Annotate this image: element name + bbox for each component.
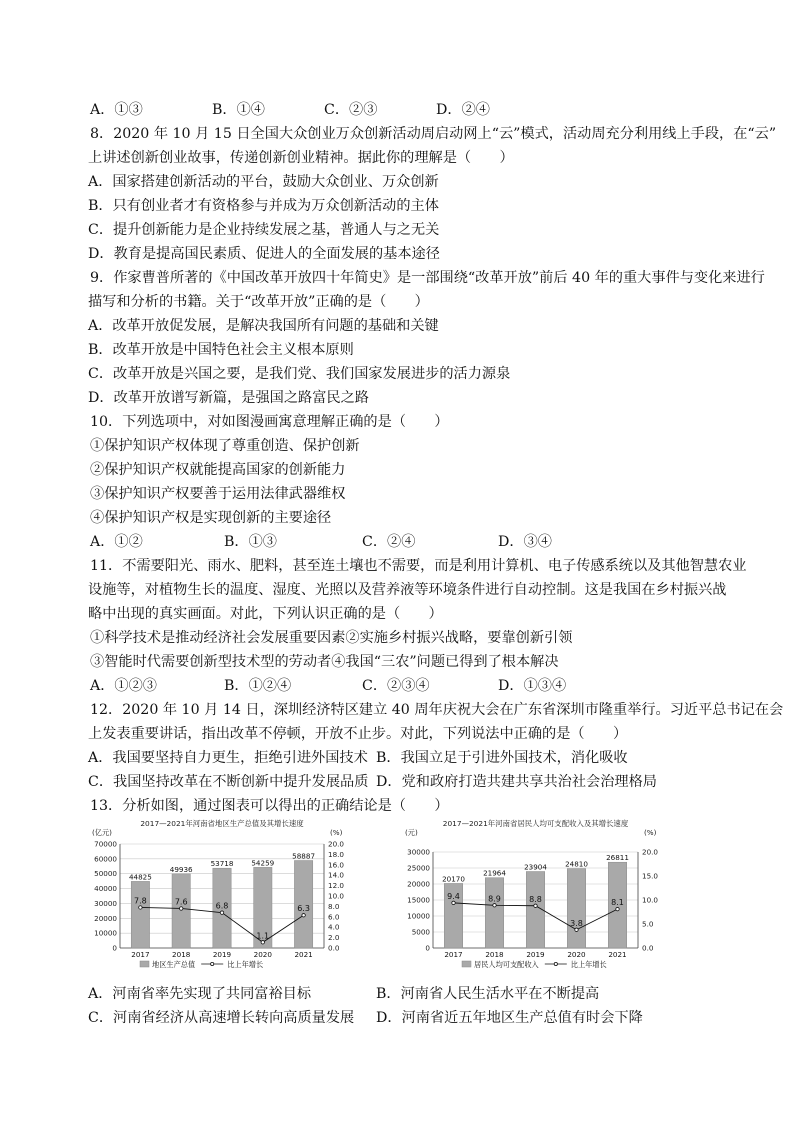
right-tick-label: 0.0 xyxy=(328,943,340,953)
q8-option-d[interactable]: D．教育是提高国民素质、促进人的全面发展的基本途径 xyxy=(88,246,440,262)
top-option-c[interactable]: C．②③ xyxy=(324,102,378,118)
q8-stem-line2: 上讲述创新创业故事，传递创新创业精神。据此你的理解是（ ） xyxy=(88,150,514,166)
left-tick-label: 10000 xyxy=(94,928,117,938)
right-tick-label: 12.0 xyxy=(328,881,345,891)
bar-value-label: 58887 xyxy=(292,851,316,861)
legend-bar-swatch xyxy=(140,961,149,967)
q13-option-a[interactable]: A．河南省率先实现了共同富裕目标 xyxy=(88,986,312,1002)
q13-stem: 13．分析如图，通过图表可以得出的正确结论是（ ） xyxy=(90,798,449,814)
bar-value-label: 49936 xyxy=(169,864,193,874)
growth-value-label: 3.8 xyxy=(570,918,583,928)
bar-value-label: 23904 xyxy=(524,862,547,872)
x-tick-label: 2021 xyxy=(294,950,313,959)
q11-stem-line3: 略中出现的真实画面。对此，下列认识正确的是（ ） xyxy=(88,606,443,622)
bar-value-label: 53718 xyxy=(210,859,234,869)
q12-option-a[interactable]: A．我国要坚持自力更生，拒绝引进外国技术 xyxy=(88,750,368,766)
right-tick-label: 10.0 xyxy=(328,891,345,901)
q11-stem-line1: 11．不需要阳光、雨水、肥料，甚至连土壤也不需要，而是利用计算机、电子传感系统以及其他智慧农业 xyxy=(90,558,747,574)
q9-option-a[interactable]: A．改革开放促发展，是解决我国所有问题的基础和关键 xyxy=(88,318,439,334)
growth-value-label: 6.3 xyxy=(297,904,310,914)
left-tick-label: 30000 xyxy=(94,898,117,908)
q10-item-3: ③保护知识产权要善于运用法律武器维权 xyxy=(90,486,346,502)
q10-item-2: ②保护知识产权就能提高国家的创新能力 xyxy=(90,462,346,478)
q11-option-b[interactable]: B．①②④ xyxy=(224,678,292,694)
q12-stem-line2: 上发表重要讲话，指出改革不停顿，开放不止步。对此，下列说法中正确的是（ ） xyxy=(88,726,628,742)
right-tick-label: 20.0 xyxy=(328,839,345,849)
q11-items-line2: ③智能时代需要创新型技术型的劳动者④我国“三农”问题已得到了根本解决 xyxy=(90,654,559,670)
right-tick-label: 0.0 xyxy=(642,943,654,953)
q10-stem: 10．下列选项中，对如图漫画寓意理解正确的是（ ） xyxy=(90,414,449,430)
q11-option-a[interactable]: A．①②③ xyxy=(90,678,157,694)
left-tick-label: 5000 xyxy=(411,927,430,937)
left-tick-label: 30000 xyxy=(407,847,430,857)
q12-stem-line1: 12．2020 年 10 月 14 日，深圳经济特区建立 40 周年庆祝大会在广东省深圳市隆重举行。习近平总书记在会 xyxy=(90,702,784,718)
left-tick-label: 70000 xyxy=(94,839,117,849)
q12-option-d[interactable]: D．党和政府打造共建共享共治社会治理格局 xyxy=(376,774,657,790)
q12-option-b[interactable]: B．我国立足于引进外国技术，消化吸收 xyxy=(376,750,628,766)
q12-option-c[interactable]: C．我国坚持改革在不断创新中提升发展品质 xyxy=(88,774,369,790)
growth-point xyxy=(534,904,537,907)
q9-option-c[interactable]: C．改革开放是兴国之要，是我们党、我们国家发展进步的活力源泉 xyxy=(88,366,511,382)
top-option-b[interactable]: B．①④ xyxy=(212,102,265,118)
top-option-a[interactable]: A．①③ xyxy=(90,102,143,118)
right-tick-label: 10.0 xyxy=(642,895,659,905)
legend-bar-label: 地区生产总值 xyxy=(152,960,196,969)
right-tick-label: 8.0 xyxy=(328,901,340,911)
growth-value-label: 8.9 xyxy=(488,894,501,904)
growth-point xyxy=(220,911,223,914)
bar-value-label: 20170 xyxy=(442,874,465,884)
right-axis-unit: (%) xyxy=(330,828,343,837)
q10-option-b[interactable]: B．①③ xyxy=(224,534,277,550)
q11-stem-line2: 设施等，对植物生长的温度、湿度、光照以及营养液等环境条件进行自动控制。这是我国在乡村振兴战 xyxy=(88,582,727,598)
q9-stem-line1: 9．作家曹普所著的《中国改革开放四十年简史》是一部围绕“改革开放”前后 40 年的重大事件与变化来进行 xyxy=(90,270,765,286)
chart-title: 2017—2021年河南省居民人均可支配收入及其增长速度 xyxy=(442,819,629,828)
q8-option-b[interactable]: B．只有创业者才有资格参与并成为万众创新活动的主体 xyxy=(88,198,439,214)
right-tick-label: 20.0 xyxy=(642,847,659,857)
q8-option-c[interactable]: C．提升创新能力是企业持续发展之基，普通人与之无关 xyxy=(88,222,440,238)
growth-value-label: 7.6 xyxy=(174,897,188,907)
gdp-chart xyxy=(84,816,384,978)
q9-stem-line2: 描写和分析的书籍。关于“改革开放”正确的是（ ） xyxy=(88,294,429,310)
growth-point xyxy=(493,904,496,907)
q10-option-c[interactable]: C．②④ xyxy=(362,534,416,550)
right-tick-label: 15.0 xyxy=(642,871,659,881)
q9-option-b[interactable]: B．改革开放是中国特色社会主义根本原则 xyxy=(88,342,354,358)
chart-title: 2017—2021年河南省地区生产总值及其增长速度 xyxy=(140,819,304,828)
x-tick-label: 2017 xyxy=(131,950,150,959)
x-tick-label: 2018 xyxy=(172,950,191,959)
bar-value-label: 44825 xyxy=(128,872,152,882)
growth-point xyxy=(575,928,578,931)
left-tick-label: 0 xyxy=(425,943,430,953)
q10-option-a[interactable]: A．①② xyxy=(90,534,143,550)
x-tick-label: 2020 xyxy=(253,950,272,959)
growth-point xyxy=(261,941,264,944)
left-tick-label: 60000 xyxy=(94,854,117,864)
right-tick-label: 4.0 xyxy=(328,922,340,932)
q11-option-c[interactable]: C．②③④ xyxy=(362,678,430,694)
q8-option-a[interactable]: A．国家搭建创新活动的平台，鼓励大众创业、万众创新 xyxy=(88,174,439,190)
growth-value-label: 8.8 xyxy=(529,894,542,904)
bar-value-label: 54259 xyxy=(251,858,275,868)
right-tick-label: 5.0 xyxy=(642,919,654,929)
growth-value-label: 7.8 xyxy=(134,896,147,906)
bar xyxy=(131,881,149,948)
legend-line-marker xyxy=(211,962,214,965)
legend-line-label: 比上年增长 xyxy=(570,960,607,969)
right-tick-label: 16.0 xyxy=(328,860,345,870)
legend-line-label: 比上年增长 xyxy=(227,960,264,969)
q11-items-line1: ①科学技术是推动经济社会发展重要因素②实施乡村振兴战略，要靠创新引领 xyxy=(90,630,573,646)
q8-stem-line1: 8．2020 年 10 月 15 日全国大众创业万众创新活动周启动网上“云”模式，活动周充分利用线上手段，在“云” xyxy=(90,126,777,142)
q9-option-d[interactable]: D．改革开放谱写新篇，是强国之路富民之路 xyxy=(88,390,369,406)
x-tick-label: 2020 xyxy=(567,950,586,959)
top-option-d[interactable]: D．②④ xyxy=(436,102,490,118)
legend-line-marker xyxy=(554,962,557,965)
q11-option-d[interactable]: D．①③④ xyxy=(498,678,567,694)
left-axis-unit: (元) xyxy=(405,828,418,837)
x-tick-label: 2019 xyxy=(526,950,545,959)
q10-option-d[interactable]: D．③④ xyxy=(498,534,552,550)
left-tick-label: 10000 xyxy=(407,911,430,921)
growth-point xyxy=(180,907,183,910)
q13-option-d[interactable]: D．河南省近五年地区生产总值有时会下降 xyxy=(376,1010,643,1026)
left-tick-label: 0 xyxy=(112,943,117,953)
bar xyxy=(172,874,190,948)
x-tick-label: 2018 xyxy=(485,950,504,959)
legend-bar-label: 居民人均可支配收入 xyxy=(474,960,539,969)
income-chart xyxy=(400,816,680,978)
q13-option-b[interactable]: B．河南省人民生活水平在不断提高 xyxy=(376,986,600,1002)
growth-value-label: 8.1 xyxy=(611,898,624,908)
q10-item-4: ④保护知识产权是实现创新的主要途径 xyxy=(90,510,332,526)
growth-point xyxy=(452,901,455,904)
left-tick-label: 40000 xyxy=(94,884,117,894)
growth-value-label: 9.4 xyxy=(447,891,460,901)
growth-point xyxy=(616,907,619,910)
bar-value-label: 21964 xyxy=(483,868,506,878)
growth-point xyxy=(139,906,142,909)
left-axis-unit: (亿元) xyxy=(92,828,112,837)
bar xyxy=(567,869,585,948)
x-tick-label: 2019 xyxy=(212,950,232,959)
right-tick-label: 14.0 xyxy=(328,870,345,880)
right-axis-unit: (%) xyxy=(644,828,657,837)
right-tick-label: 18.0 xyxy=(328,849,345,859)
growth-point xyxy=(302,914,305,917)
legend-bar-swatch xyxy=(462,961,471,967)
right-tick-label: 6.0 xyxy=(328,912,340,922)
left-tick-label: 20000 xyxy=(94,913,117,923)
bar xyxy=(485,878,503,948)
q10-item-1: ①保护知识产权体现了尊重创造、保护创新 xyxy=(90,438,360,454)
x-tick-label: 2017 xyxy=(444,950,463,959)
left-tick-label: 50000 xyxy=(94,869,117,879)
x-tick-label: 2021 xyxy=(608,950,627,959)
q13-option-c[interactable]: C．河南省经济从高速增长转向高质量发展 xyxy=(88,1010,355,1026)
left-tick-label: 15000 xyxy=(407,895,430,905)
right-tick-label: 2.0 xyxy=(328,933,340,943)
left-tick-label: 20000 xyxy=(407,879,430,889)
left-tick-label: 25000 xyxy=(407,863,430,873)
growth-value-label: 6.8 xyxy=(215,901,229,911)
bar-value-label: 24810 xyxy=(565,859,588,869)
growth-value-label: 1.1 xyxy=(256,931,270,941)
bar-value-label: 26811 xyxy=(606,853,629,863)
